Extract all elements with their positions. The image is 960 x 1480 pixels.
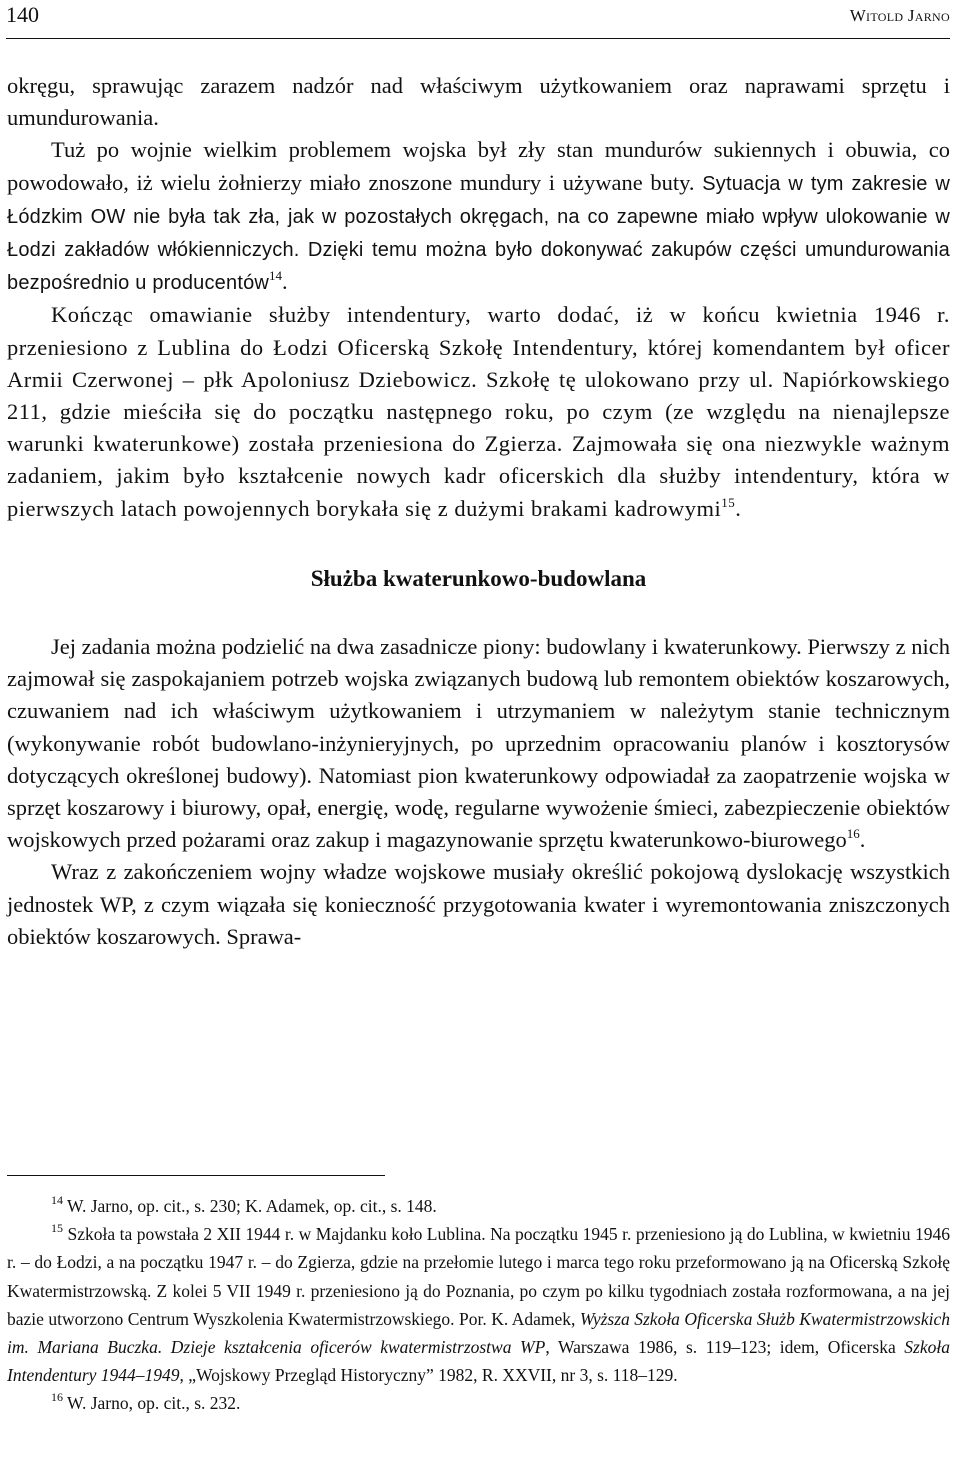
footnote-14: $^{14}$ W. Jarno, op. cit., s. 230; K. Adamek, op. cit., s. 148. xyxy=(51,1193,437,1216)
footnote-ref: 14 xyxy=(269,268,283,284)
header-rule xyxy=(6,38,950,39)
page-header xyxy=(6,2,950,32)
paragraph: Tuż po wojnie wielkim problemem wojska był zły stan mundurów sukiennych i obuwia, co powodowało, iż wielu żołnierzy miało znoszone mundury i używane buty. Sytuacja w tym zakresie w Łódzkim OW nie była tak zła, jak w pozostałych okręgach, na co zapewne miało wpływ ulokowanie w Łodzi zakładów włókienniczych. Dzięki temu można było dokonywać zakupów części umundurowania bezpośrednio u producentów$^{14}$. xyxy=(7,137,950,295)
running-head: Witold Jarno xyxy=(849,6,950,25)
footnote-15: $^{15}$ Szkoła ta powstała 2 XII 1944 r. w Majdanku koło Lublina. Na początku 1945 r. przeniesiono ją do Lublina, w kwietniu 1946 r. – do Łodzi, a na początku 1947 r. – do Zgierza, gdzie na przełomie lutego i marca tego roku przeformowano ją na Oficerską Szkołę Kwatermistrzowską. Z kolei 5 VII 1949 r. przeniesiono ją do Poznania, po czym po kilku tygodniach została rozformowana, a na jej bazie utworzono Centrum Wyszkolenia Kwatermistrzowskiego. Por. K. Adamek, Wyższa Szkoła Oficerska Służb Kwatermistrzowskich im. Mariana Buczka. Dzieje kształcenia oficerów kwatermistrzostwa WP, Warszawa 1986, s. 119–123; idem, Oficerska Szkoła Intendentury 1944–1949, „Wojskowy Przegląd Historyczny” 1982, R. XXVII, nr 3, s. 118–129. xyxy=(7,1221,951,1386)
footnote-separator xyxy=(7,1175,385,1176)
footnote-ref: 16 xyxy=(846,826,860,842)
paragraph: Wraz z zakończeniem wojny władze wojskowe musiały określić pokojową dyslokację wszystkich jednostek WP, z czym wiązała się konieczność przygotowania kwater i wyremontowania zniszczonych obiektów koszarowych. Sprawa- xyxy=(7,859,950,949)
body-text xyxy=(7,70,950,953)
section-heading: Służba kwaterunkowo-budowlana xyxy=(310,565,647,591)
paragraph: okręgu, sprawując zarazem nadzór nad właściwym użytkowaniem oraz naprawami sprzętu i umundurowania. xyxy=(7,73,950,131)
paragraph: Jej zadania można podzielić na dwa zasadnicze piony: budowlany i kwaterunkowy. Pierwszy z nich zajmował się zaspokajaniem potrzeb wojska związanych budową lub remontem obiektów koszarowych, czuwaniem nad ich właściwym użytkowaniem i utrzymaniem w należytym stanie technicznym (wykonywanie robót budowlano-inżynieryjnych, po uprzednim opracowaniu planów i kosztorysów dotyczących określonej budowy). Natomiast pion kwaterunkowy odpowiadał za zaopatrzenie wojska w sprzęt koszarowy i biurowy, opał, energię, wodę, regularne wywożenie śmieci, zabezpieczenie obiektów wojskowych przed pożarami oraz zakup i magazynowanie sprzętu kwaterunkowo-biurowego$^{16}$. xyxy=(7,634,950,853)
paragraph: Kończąc omawianie służby intendentury, warto dodać, iż w końcu kwietnia 1946 r. przeniesiono z Lublina do Łodzi Oficerską Szkołę Intendentury, której komendantem był oficer Armii Czerwonej – płk Apoloniusz Dziebowicz. Szkołę tę ulokowano przy ul. Napiórkowskiego 211, gdzie mieściła się do początku następnego roku, po czym (ze względu na nienajlepsze warunki kwaterunkowe) została przeniesiona do Zgierza. Zajmowała się ona niezwykle ważnym zadaniem, jakim było kształcenie nowych kadr oficerskich dla służby intendentury, która w pierwszych latach powojennych borykała się z dużymi brakami kadrowymi$^{15}$. xyxy=(7,302,950,521)
footnote-16: $^{16}$ W. Jarno, op. cit., s. 232. xyxy=(51,1390,241,1414)
footnote-ref: 15 xyxy=(721,494,736,510)
footnotes xyxy=(7,1192,950,1418)
page-number: 140 xyxy=(6,2,39,27)
